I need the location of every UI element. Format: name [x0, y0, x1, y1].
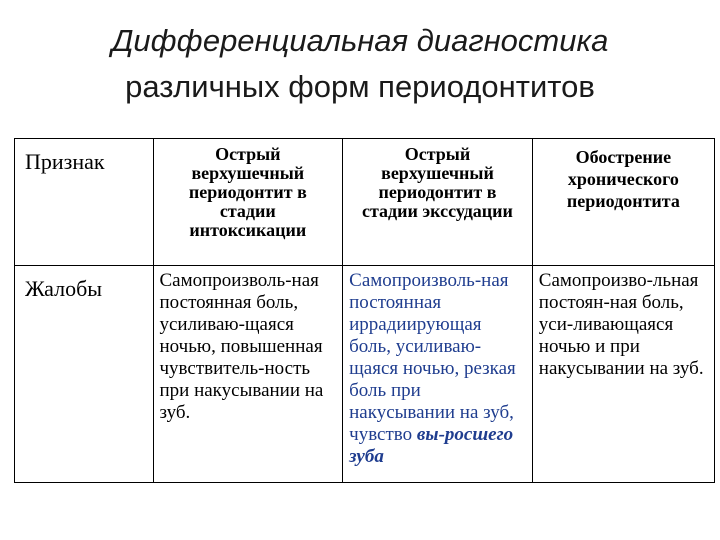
table-row [15, 266, 715, 483]
title-line-1: Дифференциальная диагностика [111, 23, 609, 58]
diagnosis-table [14, 138, 715, 483]
cell-exudation-complaints [343, 266, 533, 483]
cell-intoxication-complaints: Самопроизволь-ная постоянная боль, усиливаю-щаяся ночью, повышенная чувствитель-ность при накусывании на зуб. [153, 266, 343, 483]
header-intoxication: Острый верхушечный периодонтит в стадии интоксикации [153, 139, 343, 266]
header-sign: Признак [15, 139, 154, 266]
title-line-2: различных форм периодонтитов [125, 69, 595, 104]
header-exudation: Острый верхушечный периодонтит в стадии экссудации [343, 139, 533, 266]
header-chronic-exacerbation: Обострение хронического периодонтита [532, 139, 714, 266]
cell-chronic-complaints: Самопроизво-льная постоян-ная боль, уси-ливающаяся ночью и при накусывании на зуб. [532, 266, 714, 483]
page-title [0, 18, 720, 110]
row-label-complaints: Жалобы [15, 266, 154, 483]
cell-exudation-emphasis: вы-росшего зуба [349, 424, 514, 467]
table-header-row [15, 139, 715, 266]
cell-exudation-text: Самопроизволь-ная постоянная иррадиирующая боль, усиливаю-щаяся ночью, резкая боль при накусывании на зуб, чувство [349, 270, 516, 445]
